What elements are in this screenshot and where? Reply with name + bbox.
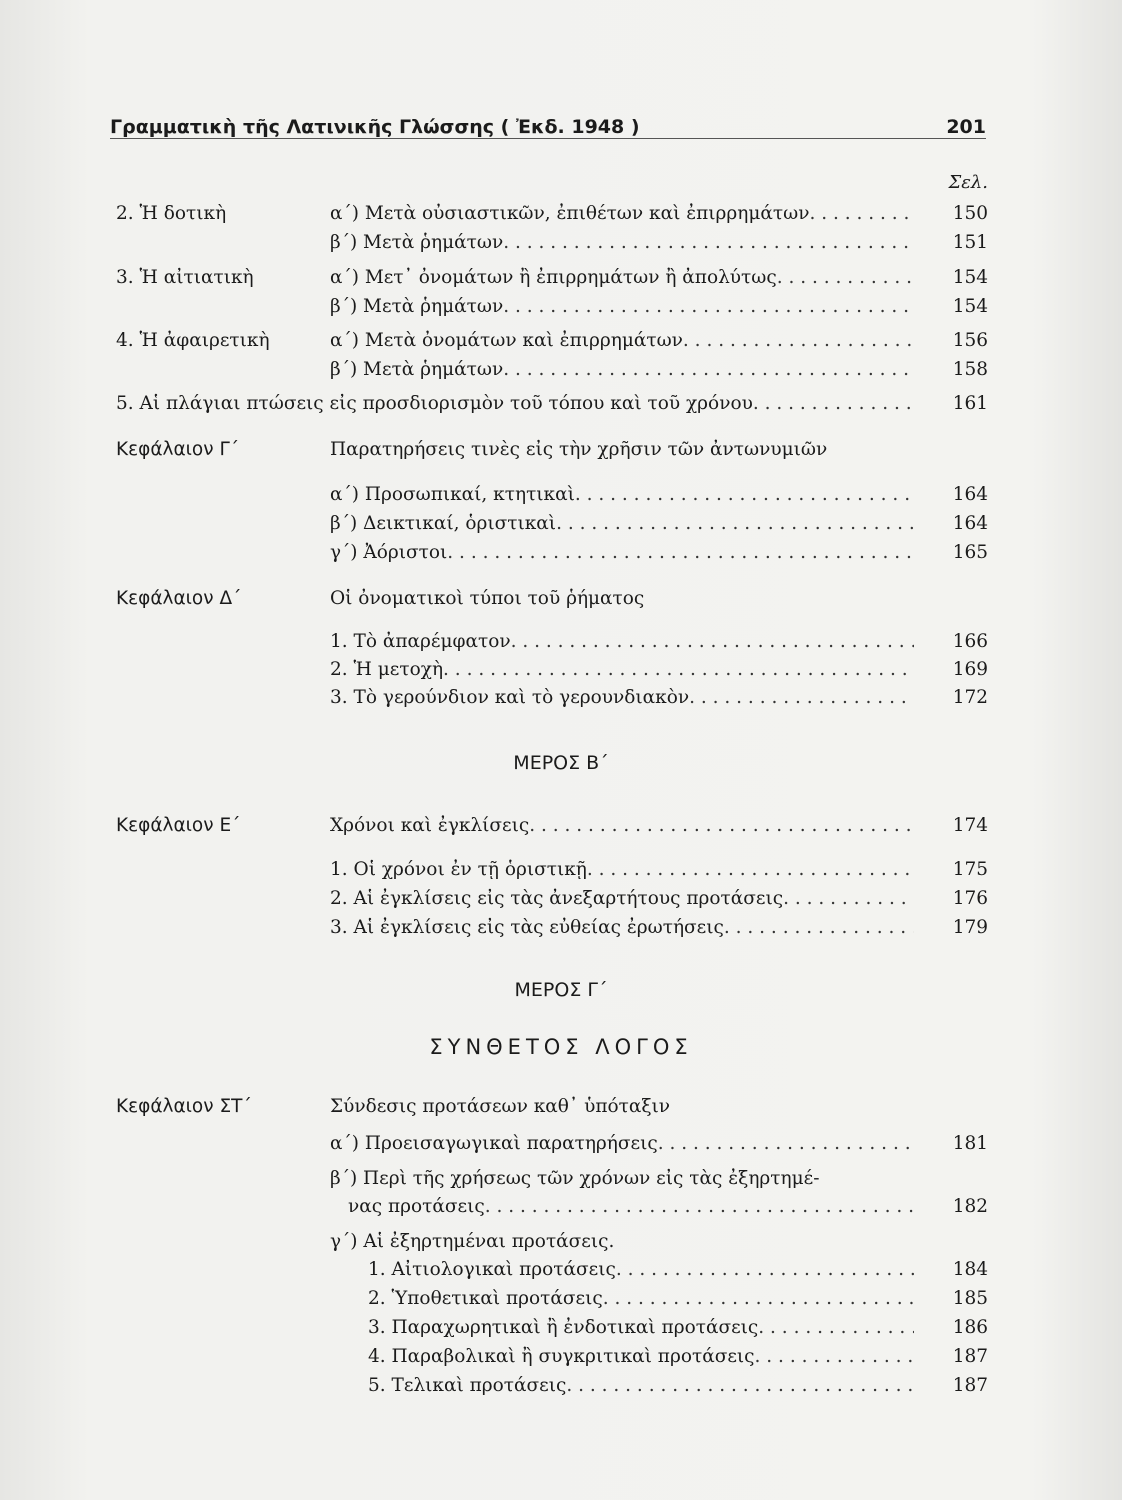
entry-page: 164 xyxy=(952,484,988,505)
toc-entry xyxy=(368,1314,914,1342)
leader-dots xyxy=(758,1314,914,1342)
toc-row xyxy=(0,684,1122,712)
toc-entry xyxy=(330,356,914,384)
entry-text: 4. Παραβολικαὶ ἢ συγκριτικαὶ προτάσεις xyxy=(368,1346,755,1367)
running-header xyxy=(110,104,986,138)
entry-page: 161 xyxy=(952,393,988,414)
entry-page: 150 xyxy=(952,203,988,224)
leader-dots xyxy=(755,1343,914,1371)
entry-text: 3. Παραχωρητικαὶ ἢ ἐνδοτικαὶ προτάσεις xyxy=(368,1317,759,1338)
toc-row xyxy=(0,1285,1122,1313)
entry-page: 179 xyxy=(952,917,988,938)
entry-text: γ΄) Αἱ ἐξηρτημέναι προτάσεις. xyxy=(330,1231,615,1252)
leader-dots xyxy=(753,390,916,418)
leader-dots xyxy=(587,856,914,884)
case-label: 4. Ἡ ἀφαιρετικὴ xyxy=(116,330,270,351)
leader-dots xyxy=(783,885,914,913)
entry-text: 3. Τὸ γερούνδιον καὶ τὸ γερουνδιακὸν xyxy=(330,687,690,708)
entry-text: β΄) Μετὰ ῥημάτων xyxy=(330,232,504,253)
leader-dots xyxy=(529,812,914,840)
chapter-title: Παρατηρήσεις τινὲς εἰς τὴν χρῆσιν τῶν ἀντωνυμιῶν xyxy=(330,439,828,460)
leader-dots xyxy=(503,356,914,384)
toc-row xyxy=(0,510,1122,538)
entry-text: 5. Αἱ πλάγιαι πτώσεις εἰς προσδιορισμὸν τοῦ τόπου καὶ τοῦ χρόνου xyxy=(116,393,753,414)
entry-page: 184 xyxy=(952,1259,988,1280)
leader-dots xyxy=(724,914,914,942)
entry-page: 151 xyxy=(952,232,988,253)
chapter-heading xyxy=(0,812,1122,840)
page-number: 201 xyxy=(946,116,986,138)
toc-row xyxy=(0,1193,1122,1221)
case-label: 3. Ἡ αἰτιατικὴ xyxy=(116,267,254,288)
case-label: 2. Ἡ δοτικὴ xyxy=(116,203,227,224)
toc-row xyxy=(0,856,1122,884)
toc-entry xyxy=(330,293,914,321)
leader-dots xyxy=(658,1130,914,1158)
entry-page: 154 xyxy=(952,267,988,288)
toc-row xyxy=(0,885,1122,913)
leader-dots xyxy=(485,1193,914,1221)
entry-page: 165 xyxy=(952,542,988,563)
entry-text: 2. Αἱ ἐγκλίσεις εἰς τὰς ἀνεξαρτήτους προτάσεις xyxy=(330,888,784,909)
toc-row xyxy=(0,229,1122,257)
toc-entry xyxy=(368,1343,914,1371)
entry-page: 174 xyxy=(952,815,988,836)
entry-page: 181 xyxy=(952,1133,988,1154)
toc-row xyxy=(0,1314,1122,1342)
toc-row xyxy=(0,264,1122,292)
toc-row xyxy=(0,390,1122,418)
entry-text: α΄) Μετὰ ὀνομάτων καὶ ἐπιρρημάτων xyxy=(330,330,683,351)
chapter-heading xyxy=(0,585,1122,613)
entry-page: 172 xyxy=(952,687,988,708)
entry-page: 187 xyxy=(952,1375,988,1396)
entry-text: α΄) Μετ᾿ ὀνομάτων ἢ ἐπιρρημάτων ἢ ἀπολύτως xyxy=(330,267,777,288)
chapter-label: Κεφάλαιον Δ΄ xyxy=(116,588,242,609)
toc-entry xyxy=(116,390,916,418)
leader-dots xyxy=(556,510,914,538)
entry-page: 185 xyxy=(952,1288,988,1309)
toc-entry xyxy=(330,656,914,684)
leader-dots xyxy=(777,264,914,292)
toc-entry xyxy=(330,684,914,712)
entry-page: 182 xyxy=(952,1196,988,1217)
leader-dots xyxy=(809,200,914,228)
entry-text: α΄) Προσωπικαί, κτητικαὶ xyxy=(330,484,575,505)
toc-row xyxy=(0,914,1122,942)
toc-entry xyxy=(330,539,914,567)
toc-entry xyxy=(330,1130,914,1158)
entry-page: 169 xyxy=(952,659,988,680)
header-rule xyxy=(110,138,986,139)
entry-text: β΄) Μετὰ ῥημάτων xyxy=(330,296,504,317)
toc-entry xyxy=(330,856,914,884)
entry-text: 5. Τελικαὶ προτάσεις xyxy=(368,1375,567,1396)
entry-text: νας προτάσεις xyxy=(348,1196,485,1217)
entry-page: 164 xyxy=(952,513,988,534)
toc-row xyxy=(0,539,1122,567)
leader-dots xyxy=(575,481,914,509)
toc-row xyxy=(0,628,1122,656)
toc-row xyxy=(0,327,1122,355)
page-column-label: Σελ. xyxy=(948,172,988,193)
leader-dots xyxy=(503,229,914,257)
toc-row xyxy=(0,356,1122,384)
section-heading: ΣΥΝΘΕΤΟΣ ΛΟΓΟΣ xyxy=(429,1035,693,1059)
toc-entry xyxy=(330,914,914,942)
leader-dots xyxy=(443,656,914,684)
toc-row xyxy=(0,481,1122,509)
toc-row xyxy=(0,1343,1122,1371)
toc-entry xyxy=(330,481,914,509)
toc-row xyxy=(0,1372,1122,1400)
part-heading: ΜΕΡΟΣ Β΄ xyxy=(513,752,609,774)
toc-entry xyxy=(330,229,914,257)
entry-text: α΄) Προεισαγωγικαὶ παρατηρήσεις xyxy=(330,1133,658,1154)
leader-dots xyxy=(603,1285,914,1313)
entry-page: 154 xyxy=(952,296,988,317)
toc-row xyxy=(0,1165,1122,1193)
toc-row xyxy=(0,1228,1122,1256)
toc-entry xyxy=(348,1193,914,1221)
toc-row xyxy=(0,1256,1122,1284)
toc-row xyxy=(0,293,1122,321)
entry-text: 2. Ὑποθετικαὶ προτάσεις xyxy=(368,1288,603,1309)
chapter-title: Οἱ ὀνοματικοὶ τύποι τοῦ ῥήματος xyxy=(330,588,645,609)
book-title: Γραμματικὴ τῆς Λατινικῆς Γλώσσης ( Ἐκδ. 1948 ) xyxy=(110,116,640,138)
toc-entry xyxy=(368,1256,914,1284)
toc-row xyxy=(0,200,1122,228)
toc-entry xyxy=(330,885,914,913)
chapter-heading xyxy=(0,436,1122,464)
part-heading: ΜΕΡΟΣ Γ΄ xyxy=(514,979,608,1001)
entry-text: γ΄) Ἀόριστοι xyxy=(330,542,448,563)
entry-page: 175 xyxy=(952,859,988,880)
entry-text: 1. Οἱ χρόνοι ἐν τῇ ὁριστικῇ xyxy=(330,859,587,880)
leader-dots xyxy=(683,327,914,355)
entry-page: 158 xyxy=(952,359,988,380)
leader-dots xyxy=(511,628,914,656)
toc-entry xyxy=(330,628,914,656)
chapter-title: Χρόνοι καὶ ἐγκλίσεις xyxy=(330,815,530,836)
entry-page: 176 xyxy=(952,888,988,909)
toc-entry xyxy=(330,510,914,538)
entry-text: 3. Αἱ ἐγκλίσεις εἰς τὰς εὐθείας ἐρωτήσεις xyxy=(330,917,724,938)
chapter-heading xyxy=(0,1093,1122,1121)
chapter-label: Κεφάλαιον Γ΄ xyxy=(116,439,240,460)
chapter-title: Σύνδεσις προτάσεων καθ᾿ ὑπόταξιν xyxy=(330,1096,671,1117)
entry-text: α΄) Μετὰ οὐσιαστικῶν, ἐπιθέτων καὶ ἐπιρρημάτων xyxy=(330,203,810,224)
entry-page: 187 xyxy=(952,1346,988,1367)
leader-dots xyxy=(503,293,914,321)
entry-page: 166 xyxy=(952,631,988,652)
entry-text: β΄) Περὶ τῆς χρήσεως τῶν χρόνων εἰς τὰς ἐξηρτημέ- xyxy=(330,1168,820,1189)
entry-page: 186 xyxy=(952,1317,988,1338)
toc-entry xyxy=(368,1372,914,1400)
entry-text: β΄) Δεικτικαί, ὁριστικαὶ xyxy=(330,513,557,534)
toc-row xyxy=(0,1130,1122,1158)
toc-row xyxy=(0,656,1122,684)
chapter-label: Κεφάλαιον ΣΤ΄ xyxy=(116,1096,252,1117)
entry-text: β΄) Μετὰ ῥημάτων xyxy=(330,359,504,380)
leader-dots xyxy=(447,539,914,567)
leader-dots xyxy=(616,1256,914,1284)
entry-text: 2. Ἡ μετοχὴ xyxy=(330,659,444,680)
leader-dots xyxy=(566,1372,914,1400)
toc-entry xyxy=(330,264,914,292)
entry-page: 156 xyxy=(952,330,988,351)
entry-text: 1. Αἰτιολογικαὶ προτάσεις xyxy=(368,1259,616,1280)
entry-text: 1. Τὸ ἀπαρέμφατον xyxy=(330,631,511,652)
leader-dots xyxy=(689,684,914,712)
toc-entry xyxy=(330,327,914,355)
chapter-label: Κεφάλαιον Ε΄ xyxy=(116,815,241,836)
toc-entry xyxy=(330,200,914,228)
toc-entry xyxy=(368,1285,914,1313)
toc-entry xyxy=(330,812,914,840)
